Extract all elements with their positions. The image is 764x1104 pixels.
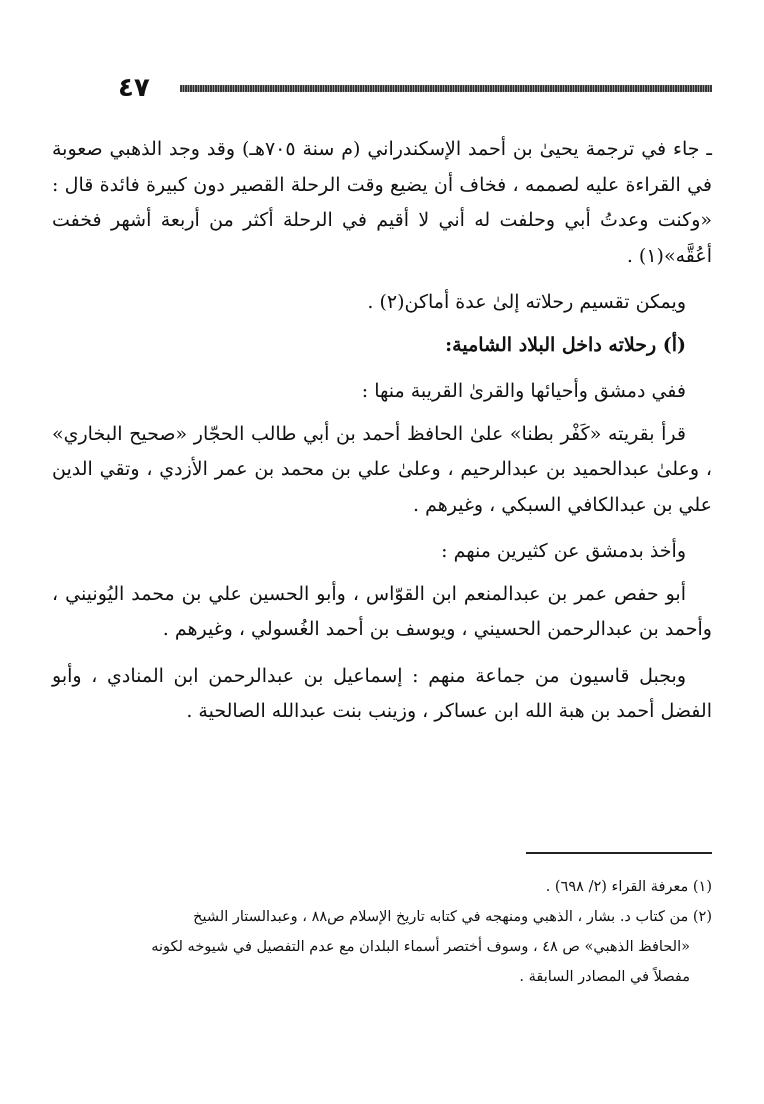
header-rule <box>180 85 712 92</box>
footnote-2: (٢) من كتاب د. بشار ، الذهبي ومنهجه في كتابه تاريخ الإسلام ص٨٨ ، وعبدالستار الشيخ <box>193 909 712 925</box>
paragraph-kafr-batna: قرأ بقريته «كَفْر بطنا» علىٰ الحافظ أحمد بن أبي طالب الحجّار «صحيح البخاري» ، وعلىٰ عبدالحميد بن عبدالرحيم ، وعلىٰ علي بن محمد بن عمر الأزدي ، وتقي الدين علي بن عبدالكافي السبكي ، وغيرهم . <box>52 422 712 516</box>
paragraph-division: ويمكن تقسيم رحلاته إلىٰ عدة أماكن(٢) . <box>367 291 686 313</box>
footnote-1: (١) معرفة القراء (٢/ ٦٩٨) . <box>545 879 712 895</box>
footnote-2-line-3: مفصلاً في المصادر السابقة . <box>519 969 690 985</box>
footnote-rule <box>526 852 712 854</box>
paragraph-travel-story: ـ جاء في ترجمة يحيىٰ بن أحمد الإسكندراني (م سنة ٧٠٥هـ) وقد وجد الذهبي صعوبة في القراءة عليه لصممه ، فخاف أن يضيع وقت الرحلة القصير دون كبيرة فائدة قال : «وكنت وعدتُ أبي وحلفت له أني لا أقيم في الرحلة أكثر من أربعة أشهر فخفت أعُقَّه»(١) . <box>52 138 712 267</box>
page-header <box>118 72 712 104</box>
body-text <box>52 132 712 741</box>
paragraph-damascus-teachers: أبو حفص عمر بن عبدالمنعم ابن القوّاس ، وأبو الحسين علي بن محمد اليُونيني ، وأحمد بن عبدالرحمن الحسيني ، ويوسف بن أحمد الغُسولي ، وغيرهم . <box>52 582 712 640</box>
page-number: ٤٧ <box>118 73 150 103</box>
footnote-2-line-2: «الحافظ الذهبي» ص ٤٨ ، وسوف أختصر أسماء البلدان مع عدم التفصيل في شيوخه لكونه <box>151 939 690 955</box>
section-heading: (أ) رحلاته داخل البلاد الشامية: <box>445 333 686 356</box>
paragraph-qasyoun: وبجبل قاسيون من جماعة منهم : إسماعيل بن عبدالرحمن ابن المنادي ، وأبو الفضل أحمد بن هبة الله ابن عساكر ، وزينب بنت عبدالله الصالحية . <box>52 664 712 722</box>
paragraph-damascus-intro: ففي دمشق وأحيائها والقرىٰ القريبة منها : <box>361 380 686 402</box>
paragraph-damascus-teachers-intro: وأخذ بدمشق عن كثيرين منهم : <box>441 540 686 562</box>
footnotes <box>50 872 712 992</box>
